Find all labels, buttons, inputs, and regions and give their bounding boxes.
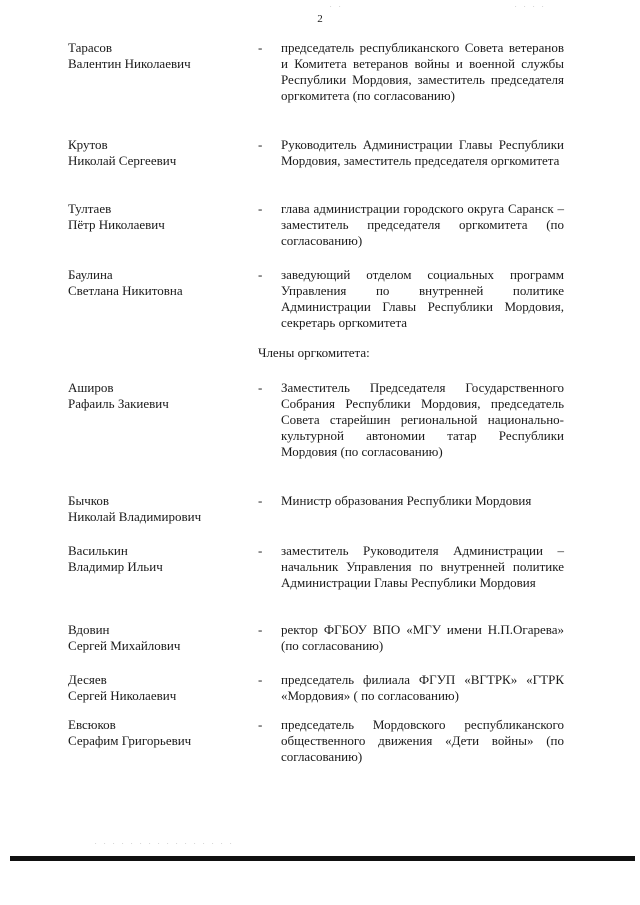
member-given-name: Владимир Ильич	[68, 559, 163, 574]
member-given-name: Пётр Николаевич	[68, 217, 165, 232]
member-name	[68, 717, 248, 749]
dash-separator: -	[258, 543, 263, 558]
member-given-name: Серафим Григорьевич	[68, 733, 192, 748]
member-surname: Десяев	[68, 672, 107, 687]
member-role: ректор ФГБОУ ВПО «МГУ имени Н.П.Огарева» (по согласованию)	[281, 622, 564, 653]
scan-artifact-bottom: . . . . . . . . . . . . . . . .	[95, 840, 235, 846]
member-role: Министр образования Республики Мордовия	[281, 493, 532, 508]
footer-rule	[10, 856, 635, 861]
page-number: 2	[317, 13, 323, 25]
member-surname: Аширов	[68, 380, 114, 395]
member-surname: Евсюков	[68, 717, 116, 732]
member-given-name: Сергей Николаевич	[68, 688, 177, 703]
member-surname: Крутов	[68, 137, 108, 152]
dash-separator: -	[258, 201, 263, 216]
member-surname: Баулина	[68, 267, 113, 282]
member-given-name: Сергей Михайлович	[68, 638, 181, 653]
scan-artifact-top: . .	[330, 3, 344, 9]
member-role: председатель республиканского Совета ветеранов и Комитета ветеранов войны и военной службы Республики Мордовия, заместитель председателя оргкомитета (по согласованию)	[281, 40, 564, 103]
member-given-name: Валентин Николаевич	[68, 56, 191, 71]
member-role: глава администрации городского округа Саранск – заместитель председателя оргкомитета (по согласованию)	[281, 201, 564, 248]
member-surname: Бычков	[68, 493, 110, 508]
member-given-name: Рафаиль Закиевич	[68, 396, 169, 411]
member-surname: Тарасов	[68, 40, 113, 55]
member-name	[68, 380, 248, 412]
member-role: заместитель Руководителя Администрации – начальник Управления по внутренней политике Администрации Главы Республики Мордовия	[281, 543, 564, 590]
dash-separator: -	[258, 267, 263, 282]
member-surname: Василькин	[68, 543, 128, 558]
member-name	[68, 267, 248, 299]
member-surname: Вдовин	[68, 622, 110, 637]
member-role: председатель филиала ФГУП «ВГТРК» «ГТРК «Мордовия» ( по согласованию)	[281, 672, 564, 703]
member-name	[68, 622, 248, 654]
dash-separator: -	[258, 40, 263, 55]
member-role: заведующий отделом социальных программ Управления по внутренней политике Администрации Главы Республики Мордовия, секретарь оргкомитета	[281, 267, 564, 330]
dash-separator: -	[258, 672, 263, 687]
member-given-name: Николай Сергеевич	[68, 153, 177, 168]
dash-separator: -	[258, 137, 263, 152]
member-surname: Тултаев	[68, 201, 112, 216]
member-name	[68, 40, 248, 72]
scan-artifact-top-right: . . . .	[515, 3, 547, 9]
member-given-name: Светлана Никитовна	[68, 283, 183, 298]
member-role: Заместитель Председателя Государственного Собрания Республики Мордовия, председатель Совета старейшин региональной национально-культурной автономии татар Республики Мордовия (по согласованию)	[281, 380, 564, 459]
dash-separator: -	[258, 622, 263, 637]
member-role: Руководитель Администрации Главы Республики Мордовия, заместитель председателя оргкомитета	[281, 137, 564, 168]
member-name	[68, 493, 248, 525]
member-role: председатель Мордовского республиканского общественного движения «Дети войны» (по согласованию)	[281, 717, 564, 764]
member-name	[68, 672, 248, 704]
dash-separator: -	[258, 380, 263, 395]
member-given-name: Николай Владимирович	[68, 509, 202, 524]
dash-separator: -	[258, 717, 263, 732]
member-name	[68, 543, 248, 575]
section-heading: Члены оргкомитета:	[258, 345, 370, 360]
dash-separator: -	[258, 493, 263, 508]
member-name	[68, 201, 248, 233]
member-name	[68, 137, 248, 169]
